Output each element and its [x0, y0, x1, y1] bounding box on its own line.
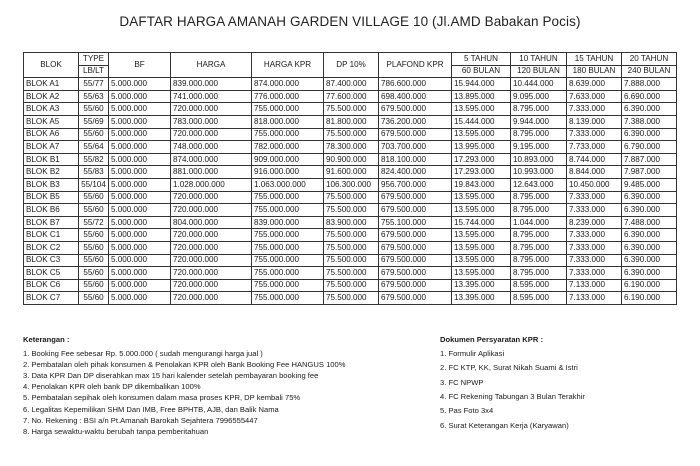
- harga-cell: 874.000.000: [171, 153, 252, 166]
- blok-cell: BLOK A6: [24, 128, 79, 141]
- harga-kpr-cell: 755.000.000: [252, 191, 324, 204]
- type-cell: 55/83: [79, 166, 109, 179]
- header-180-bulan: 180 BULAN: [567, 65, 622, 78]
- type-cell: 55/64: [79, 141, 109, 154]
- blok-cell: BLOK A7: [24, 141, 79, 154]
- cicilan-5-tahun-cell: 13.595.000: [452, 241, 511, 254]
- bf-cell: 5.000.000: [109, 204, 171, 217]
- notes-heading: Keterangan :: [23, 335, 70, 344]
- cicilan-5-tahun-cell: 13.595.000: [452, 128, 511, 141]
- type-cell: 55/60: [79, 191, 109, 204]
- type-cell: 55/77: [79, 78, 109, 91]
- header-harga: HARGA: [171, 53, 252, 78]
- dp-cell: 90.900.000: [324, 153, 379, 166]
- cicilan-20-tahun-cell: 6.390.000: [622, 191, 677, 204]
- bf-cell: 5.000.000: [109, 292, 171, 305]
- table-row: [24, 128, 677, 141]
- dp-cell: 75.500.000: [324, 279, 379, 292]
- header-20-tahun: 20 TAHUN: [622, 53, 677, 66]
- harga-kpr-cell: 755.000.000: [252, 128, 324, 141]
- cicilan-10-tahun-cell: 8.795.000: [511, 103, 567, 116]
- harga-kpr-cell: 755.000.000: [252, 241, 324, 254]
- bf-cell: 5.000.000: [109, 254, 171, 267]
- cicilan-5-tahun-cell: 13.595.000: [452, 254, 511, 267]
- cicilan-20-tahun-cell: 6.390.000: [622, 229, 677, 242]
- table-row: [24, 90, 677, 103]
- documents-section: [440, 334, 585, 434]
- type-cell: 55/60: [79, 241, 109, 254]
- blok-cell: BLOK A5: [24, 115, 79, 128]
- type-cell: 55/60: [79, 279, 109, 292]
- cicilan-15-tahun-cell: 7.333.000: [567, 204, 622, 217]
- harga-kpr-cell: 839.000.000: [252, 216, 324, 229]
- note-item: 3. Data KPR Dan DP diserahkan max 15 hari kalender setelah pembayaran booking fee: [23, 371, 319, 381]
- plafond-cell: 679.500.000: [379, 229, 452, 242]
- blok-cell: BLOK C3: [24, 254, 79, 267]
- cicilan-10-tahun-cell: 8.795.000: [511, 128, 567, 141]
- harga-cell: 720.000.000: [171, 241, 252, 254]
- dp-cell: 75.500.000: [324, 241, 379, 254]
- harga-cell: 720.000.000: [171, 292, 252, 305]
- type-cell: 55/60: [79, 204, 109, 217]
- cicilan-5-tahun-cell: 13.595.000: [452, 229, 511, 242]
- cicilan-15-tahun-cell: 7.333.000: [567, 229, 622, 242]
- cicilan-20-tahun-cell: 7.888.000: [622, 78, 677, 91]
- cicilan-20-tahun-cell: 6.790.000: [622, 141, 677, 154]
- cicilan-20-tahun-cell: 7.388.000: [622, 115, 677, 128]
- cicilan-10-tahun-cell: 8.795.000: [511, 204, 567, 217]
- table-row: [24, 267, 677, 280]
- bf-cell: 5.000.000: [109, 166, 171, 179]
- blok-cell: BLOK A1: [24, 78, 79, 91]
- harga-kpr-cell: 755.000.000: [252, 292, 324, 305]
- cicilan-15-tahun-cell: 7.733.000: [567, 141, 622, 154]
- cicilan-20-tahun-cell: 6.690.000: [622, 90, 677, 103]
- blok-cell: BLOK C2: [24, 241, 79, 254]
- cicilan-10-tahun-cell: 8.795.000: [511, 267, 567, 280]
- bf-cell: 5.000.000: [109, 141, 171, 154]
- harga-kpr-cell: 755.000.000: [252, 267, 324, 280]
- cicilan-15-tahun-cell: 8.844.000: [567, 166, 622, 179]
- cicilan-5-tahun-cell: 13.595.000: [452, 103, 511, 116]
- cicilan-20-tahun-cell: 7.987.000: [622, 166, 677, 179]
- table-row: [24, 103, 677, 116]
- cicilan-20-tahun-cell: 6.390.000: [622, 204, 677, 217]
- cicilan-5-tahun-cell: 13.895.000: [452, 90, 511, 103]
- plafond-cell: 679.500.000: [379, 279, 452, 292]
- cicilan-10-tahun-cell: 8.795.000: [511, 229, 567, 242]
- bf-cell: 5.000.000: [109, 128, 171, 141]
- harga-kpr-cell: 874.000.000: [252, 78, 324, 91]
- blok-cell: BLOK B5: [24, 191, 79, 204]
- note-item: 5. Pembatalan sepihak oleh konsumen dalam masa proses KPR, DP kembali 75%: [23, 393, 301, 403]
- bf-cell: 5.000.000: [109, 153, 171, 166]
- dp-cell: 75.500.000: [324, 229, 379, 242]
- table-row: [24, 204, 677, 217]
- cicilan-5-tahun-cell: 17.293.000: [452, 166, 511, 179]
- table-row: [24, 254, 677, 267]
- bf-cell: 5.000.000: [109, 115, 171, 128]
- harga-cell: 720.000.000: [171, 103, 252, 116]
- dp-cell: 75.500.000: [324, 267, 379, 280]
- document-item: 1. Formulir Aplikasi: [440, 349, 505, 359]
- type-cell: 55/82: [79, 153, 109, 166]
- harga-kpr-cell: 755.000.000: [252, 103, 324, 116]
- table-body: [24, 78, 677, 305]
- note-item: 1. Booking Fee sebesar Rp. 5.000.000 ( sudah mengurangi harga jual ): [23, 349, 263, 359]
- cicilan-20-tahun-cell: 9.485.000: [622, 178, 677, 191]
- notes-section: [23, 334, 346, 437]
- cicilan-5-tahun-cell: 15.744.000: [452, 216, 511, 229]
- bf-cell: 5.000.000: [109, 216, 171, 229]
- note-item: 2. Pembatalan oleh pihak konsumen & Penolakan KPR oleh Bank Booking Fee HANGUS 100%: [23, 360, 346, 370]
- cicilan-15-tahun-cell: 8.639.000: [567, 78, 622, 91]
- plafond-cell: 824.400.000: [379, 166, 452, 179]
- plafond-cell: 698.400.000: [379, 90, 452, 103]
- cicilan-5-tahun-cell: 19.843.000: [452, 178, 511, 191]
- table-row: [24, 153, 677, 166]
- cicilan-20-tahun-cell: 6.390.000: [622, 241, 677, 254]
- blok-cell: BLOK C6: [24, 279, 79, 292]
- cicilan-10-tahun-cell: 8.595.000: [511, 279, 567, 292]
- plafond-cell: 818.100.000: [379, 153, 452, 166]
- blok-cell: BLOK C5: [24, 267, 79, 280]
- cicilan-20-tahun-cell: 7.887.000: [622, 153, 677, 166]
- plafond-cell: 679.500.000: [379, 191, 452, 204]
- table-row: [24, 292, 677, 305]
- note-item: 4. Penolakan KPR oleh bank DP dikembalikan 100%: [23, 382, 201, 392]
- plafond-cell: 736.200.000: [379, 115, 452, 128]
- blok-cell: BLOK B1: [24, 153, 79, 166]
- table-row: [24, 115, 677, 128]
- cicilan-20-tahun-cell: 6.190.000: [622, 292, 677, 305]
- type-cell: 55/60: [79, 128, 109, 141]
- cicilan-5-tahun-cell: 15.444.000: [452, 115, 511, 128]
- harga-cell: 720.000.000: [171, 254, 252, 267]
- harga-cell: 1.028.000.000: [171, 178, 252, 191]
- cicilan-15-tahun-cell: 7.333.000: [567, 128, 622, 141]
- bf-cell: 5.000.000: [109, 103, 171, 116]
- plafond-cell: 679.500.000: [379, 241, 452, 254]
- dp-cell: 91.600.000: [324, 166, 379, 179]
- cicilan-10-tahun-cell: 8.795.000: [511, 241, 567, 254]
- dp-cell: 81.800.000: [324, 115, 379, 128]
- bf-cell: 5.000.000: [109, 241, 171, 254]
- table-row: [24, 141, 677, 154]
- cicilan-10-tahun-cell: 9.944.000: [511, 115, 567, 128]
- cicilan-20-tahun-cell: 6.190.000: [622, 279, 677, 292]
- type-cell: 55/72: [79, 216, 109, 229]
- harga-cell: 839.000.000: [171, 78, 252, 91]
- cicilan-15-tahun-cell: 7.333.000: [567, 254, 622, 267]
- header-row-top: [24, 53, 677, 66]
- type-cell: 55/104: [79, 178, 109, 191]
- table-row: [24, 279, 677, 292]
- harga-cell: 720.000.000: [171, 128, 252, 141]
- bf-cell: 5.000.000: [109, 78, 171, 91]
- harga-kpr-cell: 776.000.000: [252, 90, 324, 103]
- cicilan-20-tahun-cell: 6.390.000: [622, 267, 677, 280]
- document-item: 2. FC KTP, KK, Surat Nikah Suami & Istri: [440, 363, 578, 373]
- page-title: DAFTAR HARGA AMANAH GARDEN VILLAGE 10 (Jl.AMD Babakan Pocis): [119, 14, 581, 29]
- type-cell: 55/60: [79, 229, 109, 242]
- cicilan-15-tahun-cell: 7.333.000: [567, 267, 622, 280]
- cicilan-15-tahun-cell: 7.333.000: [567, 241, 622, 254]
- table-row: [24, 166, 677, 179]
- plafond-cell: 679.500.000: [379, 267, 452, 280]
- cicilan-10-tahun-cell: 10.444.000: [511, 78, 567, 91]
- bf-cell: 5.000.000: [109, 279, 171, 292]
- cicilan-10-tahun-cell: 10.893.000: [511, 153, 567, 166]
- header-15-tahun: 15 TAHUN: [567, 53, 622, 66]
- harga-kpr-cell: 755.000.000: [252, 279, 324, 292]
- dp-cell: 75.500.000: [324, 191, 379, 204]
- cicilan-15-tahun-cell: 7.133.000: [567, 279, 622, 292]
- header-bf: BF: [109, 53, 171, 78]
- documents-heading: Dokumen Persyaratan KPR :: [440, 335, 543, 344]
- cicilan-10-tahun-cell: 8.595.000: [511, 292, 567, 305]
- bf-cell: 5.000.000: [109, 191, 171, 204]
- cicilan-20-tahun-cell: 7.488.000: [622, 216, 677, 229]
- type-cell: 55/60: [79, 254, 109, 267]
- harga-kpr-cell: 1.063.000.000: [252, 178, 324, 191]
- cicilan-5-tahun-cell: 13.595.000: [452, 191, 511, 204]
- harga-kpr-cell: 782.000.000: [252, 141, 324, 154]
- cicilan-10-tahun-cell: 1.044.000: [511, 216, 567, 229]
- plafond-cell: 679.500.000: [379, 292, 452, 305]
- cicilan-10-tahun-cell: 9.195.000: [511, 141, 567, 154]
- blok-cell: BLOK C1: [24, 229, 79, 242]
- header-harga-kpr: HARGA KPR: [252, 53, 324, 78]
- cicilan-20-tahun-cell: 6.390.000: [622, 128, 677, 141]
- blok-cell: BLOK A3: [24, 103, 79, 116]
- plafond-cell: 755.100.000: [379, 216, 452, 229]
- note-item: 7. No. Rekening : BSI a/n Pt.Amanah Barokah Sejahtera 7996555447: [23, 415, 258, 425]
- note-item: 8. Harga sewaktu-waktu berubah tanpa pemberitahuan: [23, 426, 209, 436]
- cicilan-10-tahun-cell: 8.795.000: [511, 191, 567, 204]
- table-row: [24, 78, 677, 91]
- harga-kpr-cell: 755.000.000: [252, 204, 324, 217]
- harga-kpr-cell: 755.000.000: [252, 229, 324, 242]
- type-cell: 55/60: [79, 103, 109, 116]
- harga-kpr-cell: 909.000.000: [252, 153, 324, 166]
- harga-cell: 783.000.000: [171, 115, 252, 128]
- header-120-bulan: 120 BULAN: [511, 65, 567, 78]
- cicilan-15-tahun-cell: 8.744.000: [567, 153, 622, 166]
- table-row: [24, 178, 677, 191]
- plafond-cell: 786.600.000: [379, 78, 452, 91]
- cicilan-10-tahun-cell: 8.795.000: [511, 254, 567, 267]
- dp-cell: 83.900.000: [324, 216, 379, 229]
- cicilan-5-tahun-cell: 13.595.000: [452, 267, 511, 280]
- cicilan-20-tahun-cell: 6.390.000: [622, 103, 677, 116]
- dp-cell: 77.600.000: [324, 90, 379, 103]
- bf-cell: 5.000.000: [109, 178, 171, 191]
- harga-cell: 748.000.000: [171, 141, 252, 154]
- cicilan-10-tahun-cell: 10.993.000: [511, 166, 567, 179]
- harga-cell: 741.000.000: [171, 90, 252, 103]
- cicilan-5-tahun-cell: 13.395.000: [452, 292, 511, 305]
- price-table: [23, 52, 677, 305]
- cicilan-15-tahun-cell: 7.333.000: [567, 103, 622, 116]
- cicilan-5-tahun-cell: 13.395.000: [452, 279, 511, 292]
- cicilan-10-tahun-cell: 12.643.000: [511, 178, 567, 191]
- cicilan-15-tahun-cell: 8.139.000: [567, 115, 622, 128]
- table-row: [24, 241, 677, 254]
- header-60-bulan: 60 BULAN: [452, 65, 511, 78]
- blok-cell: BLOK B6: [24, 204, 79, 217]
- harga-cell: 804.000.000: [171, 216, 252, 229]
- header-blok: BLOK: [24, 53, 79, 78]
- harga-cell: 720.000.000: [171, 191, 252, 204]
- bf-cell: 5.000.000: [109, 90, 171, 103]
- header-240-bulan: 240 BULAN: [622, 65, 677, 78]
- plafond-cell: 679.500.000: [379, 254, 452, 267]
- dp-cell: 75.500.000: [324, 292, 379, 305]
- document-item: 3. FC NPWP: [440, 377, 484, 387]
- dp-cell: 75.500.000: [324, 204, 379, 217]
- document-item: 6. Surat Keterangan Kerja (Karyawan): [440, 420, 569, 430]
- harga-cell: 720.000.000: [171, 204, 252, 217]
- header-5-tahun: 5 TAHUN: [452, 53, 511, 66]
- plafond-cell: 679.500.000: [379, 128, 452, 141]
- document-item: 5. Pas Foto 3x4: [440, 406, 494, 416]
- dp-cell: 78.300.000: [324, 141, 379, 154]
- plafond-cell: 679.500.000: [379, 204, 452, 217]
- dp-cell: 75.500.000: [324, 128, 379, 141]
- cicilan-5-tahun-cell: 13.995.000: [452, 141, 511, 154]
- type-cell: 55/60: [79, 267, 109, 280]
- harga-cell: 881.000.000: [171, 166, 252, 179]
- cicilan-15-tahun-cell: 10.450.000: [567, 178, 622, 191]
- plafond-cell: 679.500.000: [379, 103, 452, 116]
- cicilan-15-tahun-cell: 8.239.000: [567, 216, 622, 229]
- cicilan-15-tahun-cell: 7.133.000: [567, 292, 622, 305]
- table-row: [24, 191, 677, 204]
- type-cell: 55/63: [79, 90, 109, 103]
- harga-kpr-cell: 916.000.000: [252, 166, 324, 179]
- harga-cell: 720.000.000: [171, 267, 252, 280]
- cicilan-5-tahun-cell: 15.944.000: [452, 78, 511, 91]
- note-item: 6. Legalitas Kepemilikan SHM Dan IMB, Free BPHTB, AJB, dan Balik Nama: [23, 404, 279, 414]
- dp-cell: 106.300.000: [324, 178, 379, 191]
- bf-cell: 5.000.000: [109, 229, 171, 242]
- type-cell: 55/69: [79, 115, 109, 128]
- cicilan-5-tahun-cell: 13.595.000: [452, 204, 511, 217]
- header-plafond: PLAFOND KPR: [379, 53, 452, 78]
- cicilan-5-tahun-cell: 17.293.000: [452, 153, 511, 166]
- header-type: TYPE: [79, 53, 109, 66]
- dp-cell: 87.400.000: [324, 78, 379, 91]
- cicilan-20-tahun-cell: 6.390.000: [622, 254, 677, 267]
- harga-kpr-cell: 755.000.000: [252, 254, 324, 267]
- header-lb-lt: LB/LT: [79, 65, 109, 78]
- blok-cell: BLOK B7: [24, 216, 79, 229]
- blok-cell: BLOK B2: [24, 166, 79, 179]
- cicilan-15-tahun-cell: 7.633.000: [567, 90, 622, 103]
- table-row: [24, 216, 677, 229]
- dp-cell: 75.500.000: [324, 103, 379, 116]
- table-row: [24, 229, 677, 242]
- harga-cell: 720.000.000: [171, 279, 252, 292]
- cicilan-10-tahun-cell: 9.095.000: [511, 90, 567, 103]
- harga-cell: 720.000.000: [171, 229, 252, 242]
- plafond-cell: 703.700.000: [379, 141, 452, 154]
- bf-cell: 5.000.000: [109, 267, 171, 280]
- header-10-tahun: 10 TAHUN: [511, 53, 567, 66]
- blok-cell: BLOK A2: [24, 90, 79, 103]
- cicilan-15-tahun-cell: 7.333.000: [567, 191, 622, 204]
- document-item: 4. FC Rekening Tabungan 3 Bulan Terakhir: [440, 391, 585, 401]
- header-dp: DP 10%: [324, 53, 379, 78]
- blok-cell: BLOK B3: [24, 178, 79, 191]
- dp-cell: 75.500.000: [324, 254, 379, 267]
- blok-cell: BLOK C7: [24, 292, 79, 305]
- type-cell: 55/60: [79, 292, 109, 305]
- plafond-cell: 956.700.000: [379, 178, 452, 191]
- harga-kpr-cell: 818.000.000: [252, 115, 324, 128]
